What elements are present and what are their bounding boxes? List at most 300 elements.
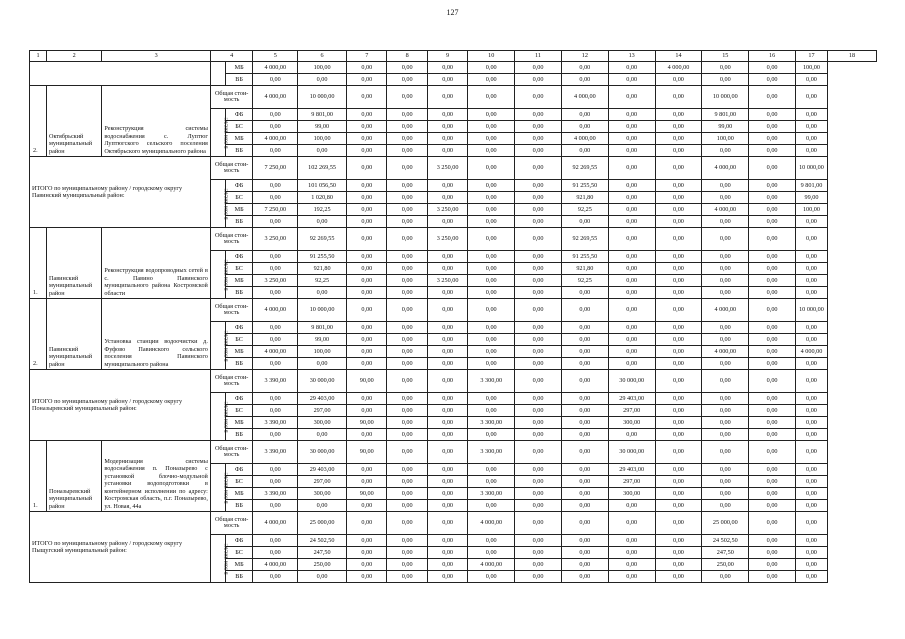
value-cell: 0,00 — [347, 334, 387, 346]
value-cell: 0,00 — [608, 62, 655, 74]
value-cell: 0,00 — [468, 500, 515, 512]
value-cell: 0,00 — [561, 405, 608, 417]
value-cell: 250,00 — [298, 559, 347, 571]
value-cell: 4 000,00 — [702, 299, 749, 322]
value-cell: 0,00 — [387, 571, 427, 583]
value-cell: 0,00 — [655, 74, 702, 86]
row-index: 1. — [30, 441, 47, 512]
value-cell: 0,00 — [468, 393, 515, 405]
value-cell: 0,00 — [608, 263, 655, 275]
value-cell: 0,00 — [796, 500, 828, 512]
funding-source: БС — [225, 121, 253, 133]
value-cell: 0,00 — [749, 441, 796, 464]
funding-source: МБ — [225, 204, 253, 216]
value-cell: 0,00 — [796, 121, 828, 133]
value-cell: 3 250,00 — [427, 228, 467, 251]
value-cell: 0,00 — [749, 299, 796, 322]
value-cell: 0,00 — [387, 299, 427, 322]
value-cell: 0,00 — [702, 358, 749, 370]
in-total-label-cell — [210, 251, 230, 299]
value-cell: 0,00 — [608, 192, 655, 204]
value-cell: 0,00 — [561, 121, 608, 133]
value-cell: 0,00 — [347, 192, 387, 204]
value-cell: 29 403,00 — [608, 393, 655, 405]
column-header-15: 15 — [702, 51, 749, 62]
value-cell: 4 000,00 — [796, 346, 828, 358]
value-cell: 0,00 — [427, 263, 467, 275]
value-cell: 0,00 — [749, 346, 796, 358]
value-cell: 100,00 — [796, 62, 828, 74]
value-cell: 0,00 — [427, 512, 467, 535]
value-cell: 0,00 — [427, 476, 467, 488]
value-cell: 0,00 — [347, 512, 387, 535]
in-total-label: в том числе: — [223, 542, 230, 575]
value-cell: 247,50 — [298, 547, 347, 559]
value-cell: 0,00 — [608, 346, 655, 358]
value-cell: 0,00 — [561, 559, 608, 571]
value-cell: 0,00 — [655, 370, 702, 393]
funding-source: МБ — [225, 488, 253, 500]
value-cell: 0,00 — [702, 500, 749, 512]
value-cell: 0,00 — [515, 370, 562, 393]
total-cost-label: Общая стои-мость — [210, 299, 253, 322]
value-cell: 0,00 — [253, 500, 298, 512]
value-cell: 0,00 — [561, 571, 608, 583]
value-cell: 0,00 — [427, 535, 467, 547]
value-cell: 0,00 — [253, 334, 298, 346]
value-cell: 92 269,55 — [561, 228, 608, 251]
value-cell: 0,00 — [347, 180, 387, 192]
value-cell: 92 269,55 — [298, 228, 347, 251]
value-cell: 0,00 — [387, 476, 427, 488]
value-cell: 0,00 — [253, 476, 298, 488]
value-cell: 0,00 — [468, 228, 515, 251]
value-cell: 0,00 — [468, 299, 515, 322]
table-row — [30, 86, 877, 109]
value-cell: 4 000,00 — [561, 133, 608, 145]
value-cell: 0,00 — [561, 535, 608, 547]
value-cell: 0,00 — [253, 322, 298, 334]
value-cell: 0,00 — [796, 287, 828, 299]
value-cell: 0,00 — [468, 145, 515, 157]
value-cell: 0,00 — [468, 180, 515, 192]
value-cell: 0,00 — [796, 74, 828, 86]
value-cell: 0,00 — [387, 157, 427, 180]
in-total-label: в том числе: — [223, 329, 230, 362]
value-cell: 0,00 — [655, 204, 702, 216]
value-cell: 0,00 — [608, 559, 655, 571]
itogo-label: ИТОГО по муниципальному району / городскому округу Павинский муниципальный район: — [30, 157, 211, 228]
value-cell: 0,00 — [702, 145, 749, 157]
value-cell: 0,00 — [468, 192, 515, 204]
value-cell: 0,00 — [387, 346, 427, 358]
value-cell: 0,00 — [608, 204, 655, 216]
value-cell: 0,00 — [515, 145, 562, 157]
total-cost-label: Общая стои-мость — [210, 441, 253, 464]
value-cell: 0,00 — [387, 322, 427, 334]
value-cell: 0,00 — [298, 500, 347, 512]
value-cell: 0,00 — [298, 74, 347, 86]
value-cell: 0,00 — [749, 322, 796, 334]
value-cell: 0,00 — [253, 287, 298, 299]
value-cell: 0,00 — [515, 346, 562, 358]
value-cell: 0,00 — [298, 287, 347, 299]
value-cell: 0,00 — [347, 121, 387, 133]
value-cell: 0,00 — [427, 180, 467, 192]
value-cell: 0,00 — [468, 464, 515, 476]
value-cell: 0,00 — [347, 109, 387, 121]
value-cell: 0,00 — [515, 251, 562, 263]
value-cell: 0,00 — [796, 358, 828, 370]
value-cell: 0,00 — [515, 571, 562, 583]
value-cell: 0,00 — [387, 74, 427, 86]
value-cell: 0,00 — [427, 393, 467, 405]
value-cell: 4 000,00 — [253, 299, 298, 322]
value-cell: 0,00 — [387, 512, 427, 535]
value-cell: 0,00 — [749, 429, 796, 441]
value-cell: 0,00 — [387, 145, 427, 157]
value-cell: 0,00 — [347, 251, 387, 263]
value-cell: 30 000,00 — [298, 441, 347, 464]
value-cell: 30 000,00 — [608, 441, 655, 464]
value-cell: 0,00 — [253, 109, 298, 121]
funding-source: БС — [225, 476, 253, 488]
value-cell: 0,00 — [749, 559, 796, 571]
value-cell: 3 390,00 — [253, 370, 298, 393]
total-cost-label: Общая стои-мость — [210, 86, 253, 109]
value-cell: 3 390,00 — [253, 488, 298, 500]
value-cell: 0,00 — [702, 62, 749, 74]
value-cell: 0,00 — [749, 393, 796, 405]
value-cell: 4 000,00 — [655, 62, 702, 74]
value-cell: 0,00 — [427, 346, 467, 358]
value-cell: 3 250,00 — [427, 204, 467, 216]
value-cell: 0,00 — [655, 441, 702, 464]
table-row — [30, 441, 877, 464]
column-header-17: 17 — [796, 51, 828, 62]
value-cell: 0,00 — [347, 216, 387, 228]
value-cell: 4 000,00 — [253, 559, 298, 571]
funding-source: МБ — [225, 133, 253, 145]
value-cell: 0,00 — [749, 358, 796, 370]
value-cell: 0,00 — [749, 547, 796, 559]
value-cell: 0,00 — [347, 275, 387, 287]
value-cell: 0,00 — [387, 500, 427, 512]
value-cell: 92,25 — [298, 275, 347, 287]
column-header-10: 10 — [468, 51, 515, 62]
column-header-1: 1 — [30, 51, 47, 62]
in-total-label-cell — [210, 464, 230, 512]
column-header-6: 6 — [298, 51, 347, 62]
value-cell: 0,00 — [561, 287, 608, 299]
value-cell: 99,00 — [796, 192, 828, 204]
value-cell: 0,00 — [253, 192, 298, 204]
value-cell: 0,00 — [796, 571, 828, 583]
value-cell: 102 269,55 — [298, 157, 347, 180]
value-cell: 92,25 — [561, 204, 608, 216]
value-cell: 0,00 — [608, 322, 655, 334]
value-cell: 0,00 — [427, 133, 467, 145]
value-cell: 0,00 — [655, 547, 702, 559]
value-cell: 4 000,00 — [253, 512, 298, 535]
value-cell: 0,00 — [347, 133, 387, 145]
value-cell: 4 000,00 — [253, 62, 298, 74]
table-row — [30, 62, 877, 74]
value-cell: 0,00 — [427, 192, 467, 204]
value-cell: 0,00 — [561, 346, 608, 358]
funding-source: ВБ — [225, 216, 253, 228]
region-name: Поназыревский муниципальный район — [47, 441, 102, 512]
value-cell: 0,00 — [427, 464, 467, 476]
value-cell: 0,00 — [515, 299, 562, 322]
value-cell: 0,00 — [561, 547, 608, 559]
value-cell: 0,00 — [468, 571, 515, 583]
value-cell: 3 390,00 — [253, 441, 298, 464]
value-cell: 0,00 — [387, 121, 427, 133]
value-cell: 0,00 — [515, 109, 562, 121]
value-cell: 10 000,00 — [298, 299, 347, 322]
value-cell: 0,00 — [702, 464, 749, 476]
value-cell: 0,00 — [427, 86, 467, 109]
value-cell: 0,00 — [655, 133, 702, 145]
value-cell: 0,00 — [253, 145, 298, 157]
value-cell: 0,00 — [515, 322, 562, 334]
value-cell: 0,00 — [796, 334, 828, 346]
value-cell: 0,00 — [561, 429, 608, 441]
value-cell: 0,00 — [749, 488, 796, 500]
value-cell: 0,00 — [655, 429, 702, 441]
column-header-11: 11 — [515, 51, 562, 62]
value-cell: 0,00 — [608, 121, 655, 133]
value-cell: 4 000,00 — [253, 133, 298, 145]
value-cell: 300,00 — [608, 417, 655, 429]
value-cell: 0,00 — [515, 559, 562, 571]
value-cell: 0,00 — [796, 417, 828, 429]
value-cell: 0,00 — [749, 512, 796, 535]
value-cell: 0,00 — [427, 145, 467, 157]
value-cell: 0,00 — [749, 157, 796, 180]
funding-source: БС — [225, 263, 253, 275]
value-cell: 0,00 — [796, 464, 828, 476]
funding-source: МБ — [225, 559, 253, 571]
value-cell: 29 403,00 — [608, 464, 655, 476]
value-cell: 0,00 — [561, 358, 608, 370]
value-cell: 0,00 — [702, 180, 749, 192]
value-cell: 100,00 — [298, 133, 347, 145]
funding-source: ВБ — [225, 571, 253, 583]
value-cell: 0,00 — [608, 133, 655, 145]
value-cell: 0,00 — [655, 322, 702, 334]
value-cell: 297,00 — [608, 476, 655, 488]
value-cell: 0,00 — [608, 358, 655, 370]
value-cell: 91 255,50 — [298, 251, 347, 263]
value-cell: 0,00 — [387, 370, 427, 393]
value-cell: 0,00 — [515, 441, 562, 464]
value-cell: 0,00 — [796, 476, 828, 488]
value-cell: 0,00 — [655, 192, 702, 204]
in-total-label: в том числе: — [223, 471, 230, 504]
value-cell: 0,00 — [702, 251, 749, 263]
value-cell: 0,00 — [347, 346, 387, 358]
value-cell: 0,00 — [427, 405, 467, 417]
value-cell: 0,00 — [561, 393, 608, 405]
funding-source: ВБ — [225, 145, 253, 157]
value-cell: 29 403,00 — [298, 393, 347, 405]
value-cell: 0,00 — [561, 500, 608, 512]
value-cell: 0,00 — [387, 547, 427, 559]
value-cell: 0,00 — [655, 405, 702, 417]
value-cell: 0,00 — [347, 358, 387, 370]
in-total-label: в том числе: — [223, 187, 230, 220]
value-cell: 0,00 — [702, 476, 749, 488]
value-cell: 0,00 — [655, 121, 702, 133]
value-cell: 0,00 — [655, 417, 702, 429]
value-cell: 0,00 — [655, 299, 702, 322]
value-cell: 0,00 — [387, 62, 427, 74]
value-cell: 0,00 — [515, 157, 562, 180]
funding-source: ФБ — [225, 464, 253, 476]
in-total-label-cell — [210, 322, 230, 370]
region-name: Павинский муниципальный район — [47, 299, 102, 370]
value-cell: 0,00 — [468, 62, 515, 74]
value-cell: 0,00 — [515, 334, 562, 346]
value-cell: 0,00 — [347, 74, 387, 86]
total-cost-label: Общая стои-мость — [210, 228, 253, 251]
value-cell: 0,00 — [655, 571, 702, 583]
value-cell: 921,80 — [561, 192, 608, 204]
value-cell: 0,00 — [468, 429, 515, 441]
value-cell: 0,00 — [387, 109, 427, 121]
value-cell: 0,00 — [749, 417, 796, 429]
value-cell: 0,00 — [387, 180, 427, 192]
value-cell: 0,00 — [387, 287, 427, 299]
value-cell: 921,80 — [561, 263, 608, 275]
value-cell: 25 000,00 — [298, 512, 347, 535]
value-cell: 0,00 — [796, 228, 828, 251]
value-cell: 0,00 — [347, 228, 387, 251]
value-cell: 0,00 — [253, 180, 298, 192]
value-cell: 300,00 — [608, 488, 655, 500]
value-cell: 0,00 — [796, 251, 828, 263]
rotated-blank — [210, 62, 225, 86]
value-cell: 0,00 — [347, 62, 387, 74]
value-cell: 0,00 — [468, 204, 515, 216]
funding-source: МБ — [225, 275, 253, 287]
value-cell: 0,00 — [468, 133, 515, 145]
value-cell: 0,00 — [655, 464, 702, 476]
value-cell: 0,00 — [561, 322, 608, 334]
value-cell: 0,00 — [515, 393, 562, 405]
value-cell: 0,00 — [515, 74, 562, 86]
value-cell: 0,00 — [608, 74, 655, 86]
value-cell: 0,00 — [347, 559, 387, 571]
value-cell: 0,00 — [515, 204, 562, 216]
value-cell: 0,00 — [387, 417, 427, 429]
value-cell: 0,00 — [608, 500, 655, 512]
value-cell: 90,00 — [347, 417, 387, 429]
value-cell: 0,00 — [655, 358, 702, 370]
value-cell: 0,00 — [387, 133, 427, 145]
row-index: 2. — [30, 299, 47, 370]
value-cell: 100,00 — [702, 133, 749, 145]
value-cell: 0,00 — [298, 571, 347, 583]
value-cell: 0,00 — [561, 476, 608, 488]
value-cell: 0,00 — [796, 133, 828, 145]
value-cell: 0,00 — [749, 405, 796, 417]
value-cell: 9 801,00 — [298, 322, 347, 334]
value-cell: 0,00 — [796, 393, 828, 405]
value-cell: 297,00 — [298, 476, 347, 488]
value-cell: 0,00 — [796, 441, 828, 464]
value-cell: 0,00 — [749, 476, 796, 488]
value-cell: 0,00 — [468, 109, 515, 121]
value-cell: 0,00 — [796, 263, 828, 275]
value-cell: 0,00 — [468, 547, 515, 559]
value-cell: 0,00 — [427, 109, 467, 121]
value-cell: 0,00 — [387, 275, 427, 287]
value-cell: 0,00 — [608, 180, 655, 192]
value-cell: 0,00 — [608, 299, 655, 322]
value-cell: 0,00 — [608, 429, 655, 441]
funding-source: МБ — [225, 346, 253, 358]
value-cell: 0,00 — [702, 417, 749, 429]
value-cell: 0,00 — [515, 512, 562, 535]
value-cell: 0,00 — [515, 263, 562, 275]
value-cell: 0,00 — [655, 145, 702, 157]
value-cell: 0,00 — [427, 251, 467, 263]
value-cell: 9 801,00 — [298, 109, 347, 121]
value-cell: 0,00 — [749, 464, 796, 476]
value-cell: 300,00 — [298, 417, 347, 429]
value-cell: 1 020,80 — [298, 192, 347, 204]
in-total-label: в том числе: — [223, 116, 230, 149]
value-cell: 0,00 — [561, 299, 608, 322]
value-cell: 0,00 — [749, 192, 796, 204]
funding-source: ФБ — [225, 535, 253, 547]
value-cell: 0,00 — [561, 512, 608, 535]
value-cell: 297,00 — [608, 405, 655, 417]
value-cell: 0,00 — [702, 441, 749, 464]
column-header-18: 18 — [827, 51, 876, 62]
value-cell: 0,00 — [561, 370, 608, 393]
value-cell: 0,00 — [347, 263, 387, 275]
value-cell: 0,00 — [702, 216, 749, 228]
value-cell: 0,00 — [253, 429, 298, 441]
value-cell: 0,00 — [387, 216, 427, 228]
value-cell: 0,00 — [347, 157, 387, 180]
value-cell: 0,00 — [702, 287, 749, 299]
value-cell: 0,00 — [253, 358, 298, 370]
value-cell: 0,00 — [347, 393, 387, 405]
value-cell: 0,00 — [347, 429, 387, 441]
value-cell: 30 000,00 — [298, 370, 347, 393]
value-cell: 0,00 — [702, 192, 749, 204]
value-cell: 0,00 — [608, 86, 655, 109]
value-cell: 10 000,00 — [298, 86, 347, 109]
value-cell: 0,00 — [796, 547, 828, 559]
value-cell: 0,00 — [608, 251, 655, 263]
value-cell: 0,00 — [468, 322, 515, 334]
funding-source: ФБ — [225, 109, 253, 121]
value-cell: 0,00 — [655, 476, 702, 488]
in-total-label-cell — [210, 535, 230, 583]
funding-source: ВБ — [225, 74, 253, 86]
value-cell: 0,00 — [702, 74, 749, 86]
value-cell: 0,00 — [749, 334, 796, 346]
value-cell: 3 300,00 — [468, 488, 515, 500]
value-cell: 29 403,00 — [298, 464, 347, 476]
value-cell: 0,00 — [796, 145, 828, 157]
